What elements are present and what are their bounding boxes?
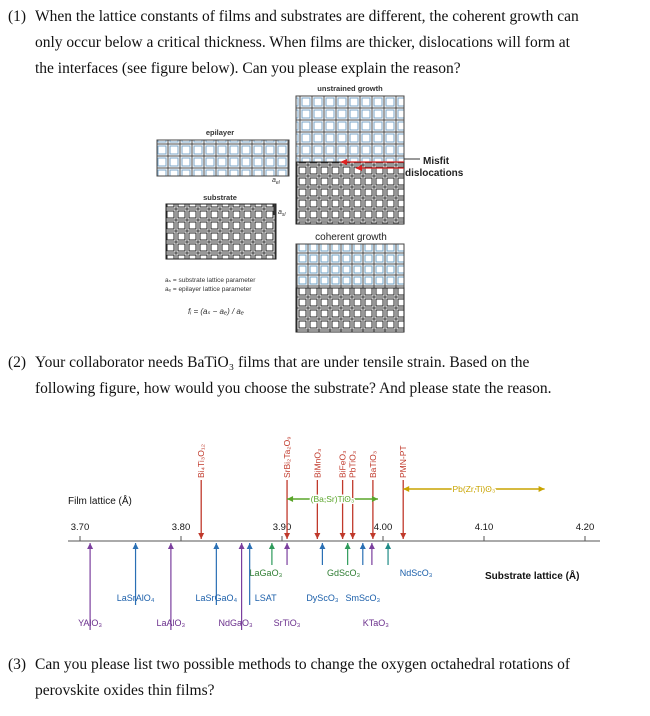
axis-tick-label: 4.20 (575, 522, 595, 533)
substrate-arrow (369, 543, 375, 549)
film-arrow (400, 533, 406, 539)
substrate-arrow (284, 543, 290, 549)
question-2-line-1: Your collaborator needs BaTiO₃ films that are under tensile strain. Based on the (35, 354, 530, 371)
range-arrow-left (403, 486, 409, 492)
film-arrow (350, 533, 356, 539)
substrate-arrow (345, 543, 351, 549)
film-arrow (370, 533, 376, 539)
substrate-arrow (360, 543, 366, 549)
question-1-line-2: only occur below a critical thickness. When films are thicker, dislocations will form at (35, 34, 570, 51)
range-arrow-left (287, 496, 293, 502)
substrate-arrow (269, 543, 275, 549)
substrate-label: SrTiO₃ (273, 618, 301, 628)
substrate-label: LaGaO₃ (249, 568, 283, 578)
substrate-arrow (319, 543, 325, 549)
substrate-label: SmScO₃ (345, 593, 381, 603)
substrate-arrow (247, 543, 253, 549)
film-label: BiFeO₃ (337, 450, 348, 478)
misfit-formula: fᵢ = (aₛ − aₑ) / aₑ (188, 307, 244, 316)
film-label: PMN-PT (398, 445, 409, 478)
substrate-arrow (385, 543, 391, 549)
legend-substrate: aₛ = substrate lattice parameter (165, 277, 256, 284)
film-arrow (314, 533, 320, 539)
film-label: SrBi₂Ta₂O₉ (282, 436, 293, 478)
question-3-line-1: Can you please list two possible methods to change the oxygen octahedral rotations of (35, 656, 571, 673)
range-arrow-right (539, 486, 545, 492)
substrate-label: LaSrGaO₄ (195, 593, 238, 603)
film-axis-label: Film lattice (Å) (68, 496, 132, 507)
film-arrow (198, 533, 204, 539)
question-3-line-2: perovskite oxides thin films? (35, 682, 215, 699)
substrate-arrow (213, 543, 219, 549)
film-label: Bi₄Ti₃O₁₂ (196, 443, 207, 478)
film-arrow (340, 533, 346, 539)
substrate-arrow (133, 543, 139, 549)
substrate-arrow (87, 543, 93, 549)
substrate-arrow (168, 543, 174, 549)
epilayer-label: epilayer (205, 128, 235, 137)
substrate-label: NdGaO₃ (218, 618, 253, 628)
legend-epilayer: aₑ = epilayer lattice parameter (165, 286, 252, 293)
misfit-label-1: Misfit (423, 156, 450, 167)
unstrained-growth-label: unstrained growth (317, 84, 383, 93)
question-2-line-2: following figure, how would you choose the substrate? And please state the reason. (35, 380, 552, 397)
substrate-label: YAlO₃ (78, 618, 103, 628)
question-2-number: (2) (8, 354, 27, 371)
question-3 (0, 652, 640, 704)
substrate-label: LaAlO₃ (156, 618, 186, 628)
substrate-arrow (239, 543, 245, 549)
substrate-label: substrate (203, 193, 237, 202)
range-label: Pb(Zr,Ti)O₃ (452, 484, 496, 494)
a-sl-label: $a_{sl}$ (278, 209, 286, 218)
range-arrow-right (372, 496, 378, 502)
substrate-label: NdScO₃ (399, 568, 433, 578)
substrate-label: LSAT (254, 593, 277, 603)
substrate-axis-label: Substrate lattice (Å) (485, 571, 580, 582)
misfit-label-2: dislocations (405, 168, 464, 179)
question-1-number: (1) (8, 8, 27, 25)
axis-tick-label: 3.80 (171, 522, 191, 533)
axis-tick-label: 3.70 (70, 522, 90, 533)
question-1-line-1: When the lattice constants of films and substrates are different, the coherent growth can (35, 8, 579, 25)
film-label: BiMnO₃ (312, 448, 323, 478)
question-3-number: (3) (8, 656, 27, 673)
film-label: BaTiO₃ (367, 450, 378, 478)
axis-tick-label: 4.10 (474, 522, 494, 533)
film-arrow (284, 533, 290, 539)
a-el-label: $a_{el}$ (272, 177, 280, 186)
film-label: PbTiO₃ (347, 450, 358, 478)
substrate-label: GdScO₃ (327, 568, 361, 578)
coherent-growth-label: coherent growth (315, 232, 387, 243)
question-1-line-3: the interfaces (see figure below). Can you please explain the reason? (35, 60, 461, 77)
substrate-label: DyScO₃ (306, 593, 339, 603)
axis-tick-label: 4.00 (373, 522, 393, 533)
substrate-label: LaSrAlO₄ (116, 593, 155, 603)
substrate-label: KTaO₃ (362, 618, 389, 628)
axis-tick-label: 3.90 (272, 522, 292, 533)
range-label: (Ba,Sr)TiO₃ (310, 494, 355, 504)
